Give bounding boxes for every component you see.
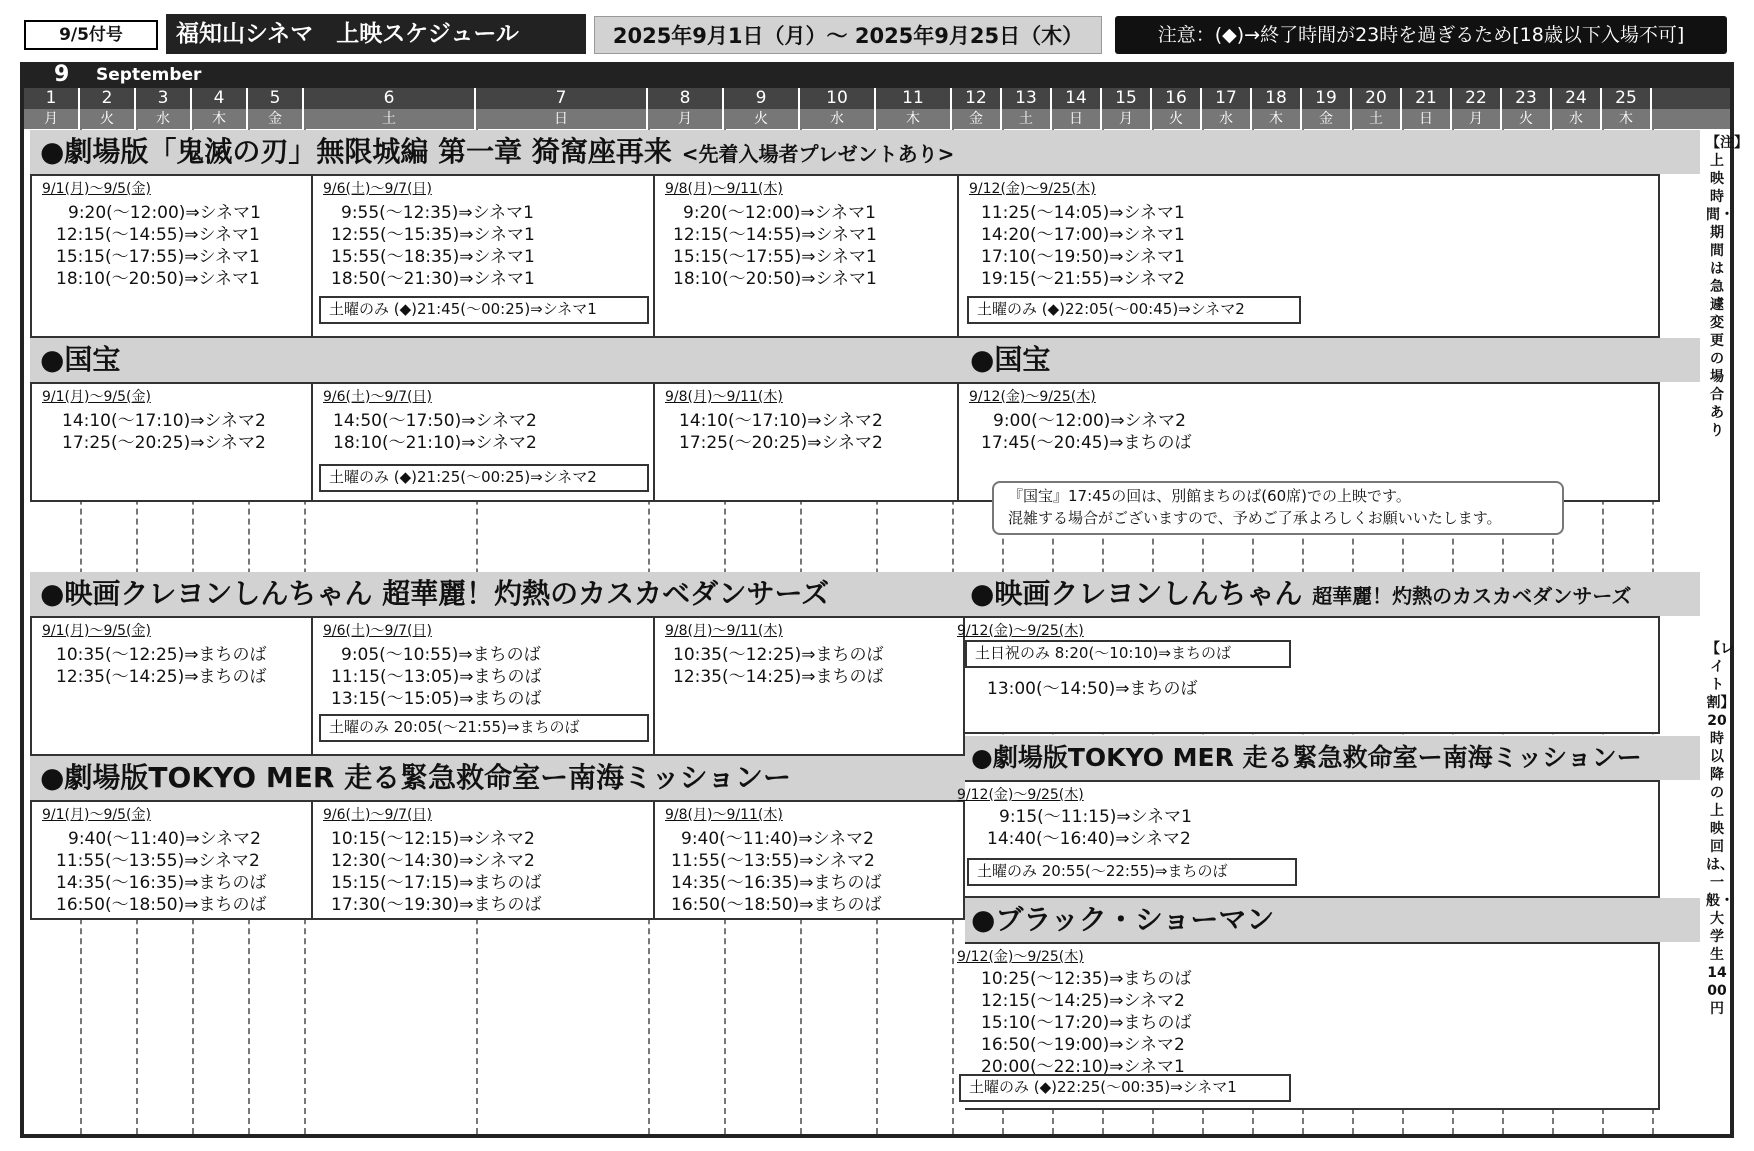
day-number-cell: 19 [1302, 88, 1352, 109]
showtime: 15:15(～17:15)⇒まちのば [331, 873, 542, 893]
weekday-cell: 水 [136, 109, 192, 129]
day-number-cell: 23 [1502, 88, 1552, 109]
period-2 [313, 176, 655, 336]
weekday-cell: 土 [1352, 109, 1402, 129]
showtime: 12:55(～15:35)⇒シネマ1 [331, 225, 535, 245]
weekday-cell: 金 [248, 109, 304, 129]
saturday-only-box: 土曜のみ (◆)22:05(～00:45)⇒シネマ2 [967, 296, 1301, 324]
kokuho-venue-notice [992, 481, 1564, 535]
period-1 [32, 384, 313, 500]
period-label: 9/1(月)～9/5(金) [42, 389, 151, 405]
showtime: 16:50(～18:50)⇒まちのば [671, 895, 882, 915]
movie-band-mer-left [30, 756, 965, 800]
schedule-mer-right [957, 780, 1660, 898]
showtime: 17:25(～20:25)⇒シネマ2 [62, 433, 266, 453]
month-name: September [96, 65, 202, 85]
showtime: 12:35(～14:25)⇒まちのば [56, 667, 267, 687]
showtime: 14:10(～17:10)⇒シネマ2 [62, 411, 266, 431]
day-number-cell: 20 [1352, 88, 1402, 109]
showtime: 20:00(～22:10)⇒シネマ1 [981, 1057, 1185, 1077]
showtime: 18:10(～21:10)⇒シネマ2 [333, 433, 537, 453]
period-label: 9/6(土)～9/7(日) [323, 623, 432, 639]
showtime: 11:55(～13:55)⇒シネマ2 [671, 851, 875, 871]
showtime: 15:15(～17:55)⇒シネマ1 [673, 247, 877, 267]
weekday-cell: 金 [1302, 109, 1352, 129]
day-number-cell: 8 [648, 88, 724, 109]
showtime: 14:50(～17:50)⇒シネマ2 [333, 411, 537, 431]
day-number-cell: 11 [876, 88, 952, 109]
period-label: 9/8(月)～9/11(木) [665, 807, 783, 823]
period-label: 9/12(金)～9/25(木) [957, 949, 1084, 965]
period-1 [32, 802, 313, 918]
showtime: 17:25(～20:25)⇒シネマ2 [679, 433, 883, 453]
schedule-showman [957, 942, 1660, 1110]
schedule-shinchan-right [957, 616, 1660, 734]
day-number-cell: 5 [248, 88, 304, 109]
period-4 [957, 782, 1660, 896]
schedule-mer-left [30, 800, 965, 920]
period-4 [959, 176, 1658, 336]
showtime: 17:10(～19:50)⇒シネマ1 [981, 247, 1185, 267]
period-3 [655, 618, 963, 754]
side-note-change: 【注】上映時間・期間は急遽変更の場合あり [1706, 135, 1748, 439]
showtime: 18:10(～20:50)⇒シネマ1 [56, 269, 260, 289]
weekday-cell: 木 [1252, 109, 1302, 129]
saturday-only-box: 土曜のみ (◆)21:25(～00:25)⇒シネマ2 [319, 464, 649, 492]
weekday-cell: 木 [876, 109, 952, 129]
day-number-cell: 7 [476, 88, 648, 109]
period-3 [655, 384, 959, 500]
month-number: 9 [54, 62, 70, 87]
day-number-row [24, 88, 1730, 109]
showtime: 11:15(～13:05)⇒まちのば [331, 667, 542, 687]
saturday-only-box: 土曜のみ (◆)22:25(～00:35)⇒シネマ1 [959, 1074, 1291, 1102]
period-1 [32, 618, 313, 754]
date-range: 2025年9月1日（月）～ 2025年9月25日（木） [594, 16, 1102, 54]
movie-band-kokuho [30, 338, 1700, 382]
showtime: 9:40(～11:40)⇒シネマ2 [681, 829, 874, 849]
showtime: 14:20(～17:00)⇒シネマ1 [981, 225, 1185, 245]
day-number-cell: 4 [192, 88, 248, 109]
movie-title: ●劇場版TOKYO MER 走る緊急救命室ー南海ミッションー [40, 761, 792, 794]
weekday-cell: 月 [1452, 109, 1502, 129]
showtime: 18:50(～21:30)⇒シネマ1 [331, 269, 535, 289]
movie-title-right: ●国宝 [970, 343, 1051, 376]
period-label: 9/6(土)～9/7(日) [323, 389, 432, 405]
showtime: 12:15(～14:25)⇒シネマ2 [981, 991, 1185, 1011]
showtime: 18:10(～20:50)⇒シネマ1 [673, 269, 877, 289]
showtime: 11:25(～14:05)⇒シネマ1 [981, 203, 1185, 223]
day-number-cell: 15 [1102, 88, 1152, 109]
day-number-cell: 14 [1052, 88, 1102, 109]
showtime: 10:25(～12:35)⇒まちのば [981, 969, 1192, 989]
period-3 [655, 802, 963, 918]
period-label: 9/6(土)～9/7(日) [323, 807, 432, 823]
showtime: 9:40(～11:40)⇒シネマ2 [68, 829, 261, 849]
showtime: 9:20(～12:00)⇒シネマ1 [68, 203, 261, 223]
showtime: 9:05(～10:55)⇒まちのば [341, 645, 541, 665]
weekday-cell: 水 [800, 109, 876, 129]
period-label: 9/6(土)～9/7(日) [323, 181, 432, 197]
weekday-cell: 日 [476, 109, 648, 129]
day-number-cell: 16 [1152, 88, 1202, 109]
schedule-kimetsu [30, 174, 1660, 338]
showtime: 11:55(～13:55)⇒シネマ2 [56, 851, 260, 871]
period-label: 9/1(月)～9/5(金) [42, 807, 151, 823]
period-label: 9/8(月)～9/11(木) [665, 181, 783, 197]
weekday-cell: 木 [1602, 109, 1652, 129]
movie-title: ●劇場版TOKYO MER 走る緊急救命室ー南海ミッションー [971, 743, 1642, 772]
movie-title: ●劇場版「鬼滅の刃」無限城編 第一章 猗窩座再来 <先着入場者プレゼントあり> [40, 135, 955, 168]
notice-line-1: 『国宝』17:45の回は、別館まちのば(60席)での上映です。 [1008, 487, 1411, 505]
showtime: 9:55(～12:35)⇒シネマ1 [341, 203, 534, 223]
movie-title: ●国宝 [40, 343, 121, 376]
period-label: 9/1(月)～9/5(金) [42, 623, 151, 639]
day-number-cell: 3 [136, 88, 192, 109]
showtime: 9:00(～12:00)⇒シネマ2 [993, 411, 1186, 431]
showtime: 19:15(～21:55)⇒シネマ2 [981, 269, 1185, 289]
weekday-cell: 火 [1502, 109, 1552, 129]
showtime: 13:00(～14:50)⇒まちのば [987, 679, 1198, 699]
showtime: 15:10(～17:20)⇒まちのば [981, 1013, 1192, 1033]
period-2 [313, 618, 655, 754]
weekday-cell: 月 [1102, 109, 1152, 129]
movie-title: ●ブラック・ショーマン [971, 903, 1275, 936]
weekday-cell: 火 [724, 109, 800, 129]
showtime: 14:35(～16:35)⇒まちのば [671, 873, 882, 893]
weekday-cell: 水 [1202, 109, 1252, 129]
day-number-cell: 13 [1002, 88, 1052, 109]
day-number-cell: 9 [724, 88, 800, 109]
holiday-only-box: 土日祝のみ 8:20(～10:10)⇒まちのば [965, 640, 1291, 668]
showtime: 16:50(～19:00)⇒シネマ2 [981, 1035, 1185, 1055]
movie-title-right: ●映画クレヨンしんちゃん 超華麗！灼熱のカスカベダンサーズ [970, 577, 1632, 610]
movie-title: ●映画クレヨンしんちゃん 超華麗！灼熱のカスカベダンサーズ [40, 577, 830, 610]
period-2 [313, 384, 655, 500]
weekday-cell: 日 [1052, 109, 1102, 129]
showtime: 9:15(～11:15)⇒シネマ1 [999, 807, 1192, 827]
weekday-cell: 土 [1002, 109, 1052, 129]
showtime: 12:35(～14:25)⇒まちのば [673, 667, 884, 687]
day-number-cell: 10 [800, 88, 876, 109]
side-note-late-discount: 【レイト割】20時以降の上映回は、一般・大学生1400円 [1706, 641, 1734, 1017]
showtime: 13:15(～15:05)⇒まちのば [331, 689, 542, 709]
page-title: 福知山シネマ 上映スケジュール [166, 14, 586, 54]
showtime: 12:15(～14:55)⇒シネマ1 [56, 225, 260, 245]
movie-band-kimetsu [30, 130, 1700, 174]
day-number-cell: 18 [1252, 88, 1302, 109]
day-number-cell: 2 [80, 88, 136, 109]
period-4 [957, 618, 1660, 732]
period-label: 9/8(月)～9/11(木) [665, 623, 783, 639]
month-bar [24, 62, 1730, 88]
issue-label: 9/5付号 [24, 20, 158, 50]
day-number-cell: 24 [1552, 88, 1602, 109]
showtime: 10:35(～12:25)⇒まちのば [56, 645, 267, 665]
weekday-cell: 日 [1402, 109, 1452, 129]
weekday-cell: 火 [1152, 109, 1202, 129]
showtime: 14:35(～16:35)⇒まちのば [56, 873, 267, 893]
weekday-cell: 火 [80, 109, 136, 129]
period-label: 9/12(金)～9/25(木) [969, 181, 1096, 197]
day-number-cell: 22 [1452, 88, 1502, 109]
period-4 [957, 944, 1660, 1108]
period-2 [313, 802, 655, 918]
showtime: 14:40(～16:40)⇒シネマ2 [987, 829, 1191, 849]
saturday-only-box: 土曜のみ 20:55(～22:55)⇒まちのば [967, 858, 1297, 886]
weekday-cell: 木 [192, 109, 248, 129]
day-number-cell: 1 [24, 88, 80, 109]
period-label: 9/8(月)～9/11(木) [665, 389, 783, 405]
showtime: 14:10(～17:10)⇒シネマ2 [679, 411, 883, 431]
weekday-row [24, 109, 1730, 129]
showtime: 16:50(～18:50)⇒まちのば [56, 895, 267, 915]
showtime: 15:55(～18:35)⇒シネマ1 [331, 247, 535, 267]
showtime: 10:15(～12:15)⇒シネマ2 [331, 829, 535, 849]
showtime: 17:45(～20:45)⇒まちのば [981, 433, 1192, 453]
day-number-cell: 6 [304, 88, 476, 109]
period-1 [32, 176, 313, 336]
showtime: 17:30(～19:30)⇒まちのば [331, 895, 542, 915]
period-label: 9/12(金)～9/25(木) [957, 623, 1084, 639]
weekday-cell: 水 [1552, 109, 1602, 129]
day-number-cell: 12 [952, 88, 1002, 109]
movie-band-mer-right [965, 736, 1700, 780]
schedule-shinchan-left [30, 616, 965, 756]
showtime: 10:35(～12:25)⇒まちのば [673, 645, 884, 665]
saturday-only-box: 土曜のみ 20:05(～21:55)⇒まちのば [319, 714, 649, 742]
weekday-cell: 月 [648, 109, 724, 129]
period-label: 9/1(月)～9/5(金) [42, 181, 151, 197]
movie-band-showman [965, 898, 1700, 942]
showtime: 9:20(～12:00)⇒シネマ1 [683, 203, 876, 223]
weekday-cell: 月 [24, 109, 80, 129]
saturday-only-box: 土曜のみ (◆)21:45(～00:25)⇒シネマ1 [319, 296, 649, 324]
weekday-cell: 土 [304, 109, 476, 129]
movie-band-shinchan [30, 572, 1700, 616]
showtime: 12:30(～14:30)⇒シネマ2 [331, 851, 535, 871]
age-notice: 注意：(◆)→終了時間が23時を過ぎるため[18歳以下入場不可] [1115, 16, 1727, 54]
day-number-cell: 17 [1202, 88, 1252, 109]
showtime: 15:15(～17:55)⇒シネマ1 [56, 247, 260, 267]
weekday-cell: 金 [952, 109, 1002, 129]
showtime: 12:15(～14:55)⇒シネマ1 [673, 225, 877, 245]
period-label: 9/12(金)～9/25(木) [969, 389, 1096, 405]
day-number-cell: 25 [1602, 88, 1652, 109]
notice-line-2: 混雑する場合がございますので、予めご了承よろしくお願いいたします。 [1008, 509, 1502, 527]
period-label: 9/12(金)～9/25(木) [957, 787, 1084, 803]
period-3 [655, 176, 959, 336]
day-number-cell: 21 [1402, 88, 1452, 109]
